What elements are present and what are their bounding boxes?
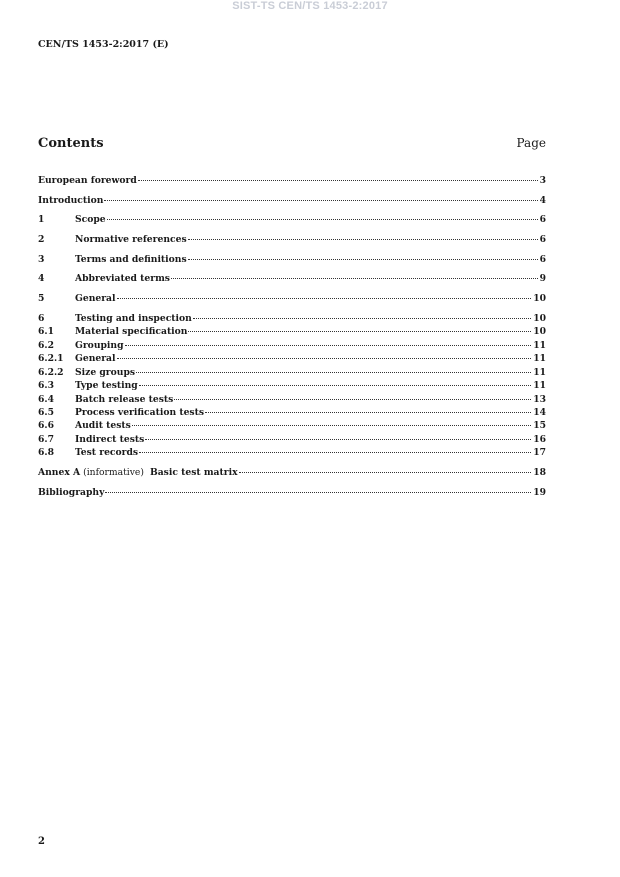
toc-entry-page: 3	[539, 175, 546, 186]
toc-entry-page: 11	[533, 340, 546, 351]
toc-entry-page: 19	[533, 487, 546, 498]
toc-entry-page: 11	[533, 380, 546, 391]
leader-dots	[136, 372, 531, 373]
page-number: 2	[38, 836, 45, 847]
toc-entry-page: 13	[533, 394, 546, 405]
leader-dots	[188, 239, 538, 240]
leader-dots	[132, 425, 531, 426]
toc-entry-page: 14	[533, 407, 546, 418]
toc-entry-page: 6	[539, 254, 546, 265]
toc-entry-title: European foreword	[38, 175, 137, 186]
contents-title: Contents	[38, 136, 104, 151]
leader-dots	[174, 399, 531, 400]
toc-entry-number: 1	[38, 214, 45, 225]
toc-entry-number: 6.7	[38, 434, 54, 445]
leader-dots	[125, 345, 532, 346]
leader-dots	[117, 358, 532, 359]
toc-entry-audit-tests[interactable]	[38, 420, 546, 432]
toc-entry-number: 6.2.1	[38, 353, 64, 364]
toc-entry-number: 6.3	[38, 380, 54, 391]
toc-entry-title: Grouping	[75, 340, 124, 351]
toc-entry-title: General	[75, 293, 116, 304]
leader-dots	[107, 219, 538, 220]
page-column-label: Page	[516, 136, 546, 150]
toc-entry-title: General	[75, 353, 116, 364]
toc-entry-general[interactable]	[38, 293, 546, 305]
toc-entry-title: Bibliography	[38, 487, 105, 498]
toc-entry-number: 3	[38, 254, 45, 265]
toc-entry-number: 5	[38, 293, 45, 304]
toc-entry-indirect-tests[interactable]	[38, 434, 546, 446]
toc-entry-page: 11	[533, 353, 546, 364]
document-identifier: CEN/TS 1453-2:2017 (E)	[38, 39, 169, 50]
leader-dots	[104, 200, 537, 201]
toc-entry-title: Scope	[75, 214, 106, 225]
toc-entry-grouping[interactable]	[38, 340, 546, 352]
toc-entry-title: Indirect tests	[75, 434, 145, 445]
toc-entry-bibliography[interactable]	[38, 487, 546, 499]
toc-entry-page: 6	[539, 234, 546, 245]
contents-header	[38, 136, 546, 154]
toc-entry-page: 11	[533, 367, 546, 378]
toc-entry-introduction[interactable]	[38, 195, 546, 207]
toc-entry-page: 4	[539, 195, 546, 206]
toc-entry-grouping-general[interactable]	[38, 353, 546, 365]
toc-entry-page: 10	[533, 326, 546, 337]
toc-entry-title: Size groups	[75, 367, 136, 378]
toc-entry-title: Introduction	[38, 195, 104, 206]
toc-entry-title: Batch release tests	[75, 394, 174, 405]
toc-entry-number: 6.1	[38, 326, 54, 337]
toc-entry-title: Terms and definitions	[75, 254, 187, 265]
toc-entry-annex-a[interactable]	[38, 467, 546, 479]
leader-dots	[188, 331, 531, 332]
leader-dots	[239, 472, 532, 473]
toc-entry-page: 6	[539, 214, 546, 225]
leader-dots	[138, 180, 538, 181]
toc-entry-page: 18	[533, 467, 546, 478]
toc-entry-normative-references[interactable]	[38, 234, 546, 246]
toc-entry-title: Abbreviated terms	[75, 273, 170, 284]
toc-entry-title: Material specification	[75, 326, 188, 337]
watermark: SIST-TS CEN/TS 1453-2:2017	[232, 0, 388, 12]
toc-entry-number: 2	[38, 234, 45, 245]
toc-entry-type-testing[interactable]	[38, 380, 546, 392]
toc-entry-material-specification[interactable]	[38, 326, 546, 338]
leader-dots	[188, 259, 538, 260]
annex-qualifier: (informative)	[83, 467, 144, 478]
leader-dots	[193, 318, 531, 319]
annex-label: Annex A	[38, 467, 81, 478]
toc-entry-abbreviated-terms[interactable]	[38, 273, 546, 285]
toc-entry-title: Normative references	[75, 234, 187, 245]
toc-entry-number: 6.8	[38, 447, 54, 458]
leader-dots	[139, 385, 531, 386]
toc-entry-page: 10	[533, 293, 546, 304]
toc-entry-number: 6.2.2	[38, 367, 64, 378]
leader-dots	[105, 492, 531, 493]
toc-entry-number: 6.2	[38, 340, 54, 351]
toc-entry-page: 9	[539, 273, 546, 284]
leader-dots	[139, 452, 531, 453]
toc-entry-title: Basic test matrix	[149, 467, 238, 478]
leader-dots	[205, 412, 531, 413]
toc-entry-process-verification-tests[interactable]	[38, 407, 546, 419]
toc-entry-page: 10	[533, 313, 546, 324]
toc-entry-title: Audit tests	[75, 420, 131, 431]
toc-entry-page: 17	[533, 447, 546, 458]
toc-entry-title: Testing and inspection	[75, 313, 192, 324]
toc-entry-european-foreword[interactable]	[38, 175, 546, 187]
toc-entry-batch-release-tests[interactable]	[38, 394, 546, 406]
toc-entry-number: 6	[38, 313, 45, 324]
toc-entry-page: 16	[533, 434, 546, 445]
leader-dots	[117, 298, 532, 299]
toc-entry-number: 6.5	[38, 407, 54, 418]
toc-entry-number: 6.6	[38, 420, 54, 431]
toc-entry-scope[interactable]	[38, 214, 546, 226]
leader-dots	[145, 439, 531, 440]
toc-entry-terms-and-definitions[interactable]	[38, 254, 546, 266]
toc-entry-title: Type testing	[75, 380, 138, 391]
toc-entry-title: Process verification tests	[75, 407, 205, 418]
toc-entry-size-groups[interactable]	[38, 367, 546, 379]
toc-entry-test-records[interactable]	[38, 447, 546, 459]
leader-dots	[171, 278, 538, 279]
toc-entry-number: 4	[38, 273, 45, 284]
toc-entry-testing-and-inspection[interactable]	[38, 313, 546, 325]
toc-entry-page: 15	[533, 420, 546, 431]
toc-entry-title: Test records	[75, 447, 139, 458]
toc-entry-number: 6.4	[38, 394, 54, 405]
